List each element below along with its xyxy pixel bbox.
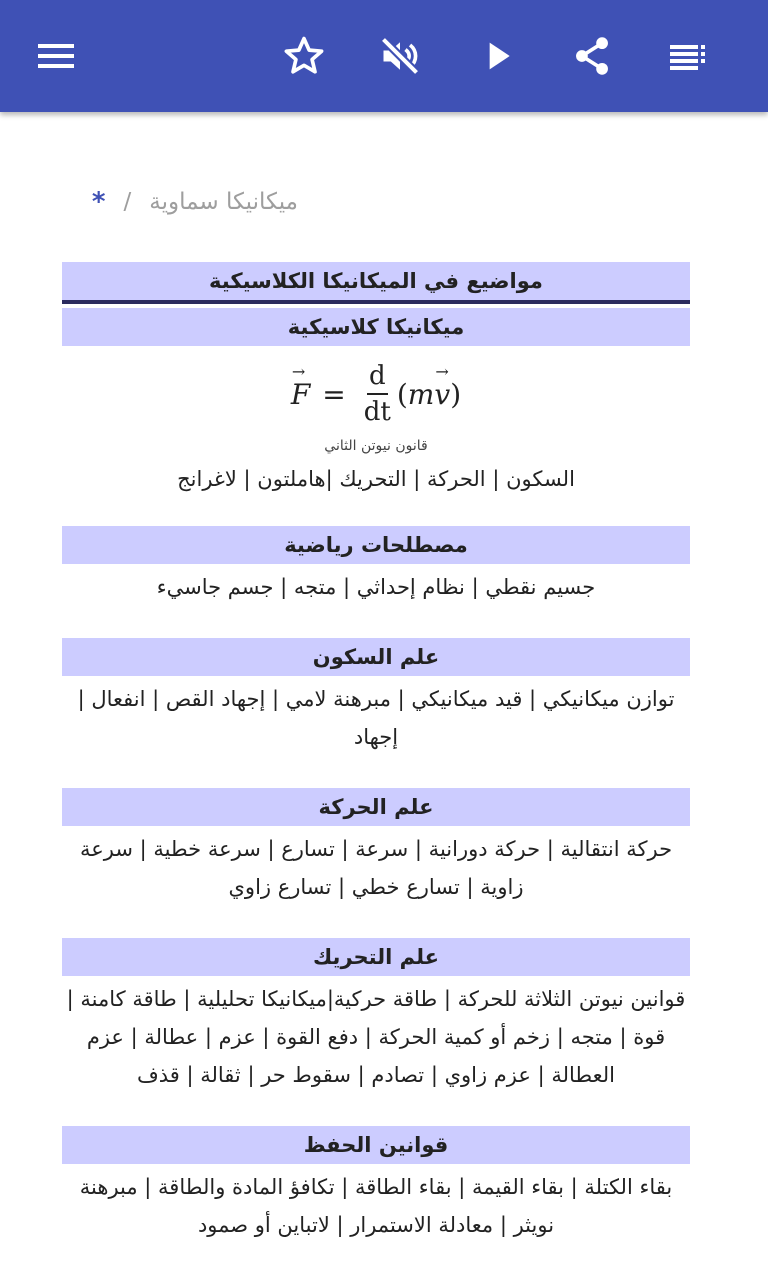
section-heading: ميكانيكا كلاسيكية: [62, 308, 690, 346]
formula-mass: m: [407, 377, 435, 411]
section-links[interactable]: جسيم نقطي | نظام إحداثي | متجه | جسم جاسيء: [156, 575, 596, 599]
breadcrumb-separator: /: [123, 189, 132, 215]
section-heading: علم الحركة: [62, 788, 690, 826]
section-links[interactable]: توازن ميكانيكي | قيد ميكانيكي | مبرهنة لامي | إجهاد القص | انفعال | إجهاد: [77, 687, 675, 749]
play-button[interactable]: [470, 28, 526, 84]
formula-force: → F: [291, 378, 310, 411]
section-statics: [62, 638, 690, 756]
infobox-title: مواضيع في الميكانيكا الكلاسيكية: [62, 262, 690, 304]
contents-button[interactable]: [660, 28, 716, 84]
section-heading: مصطلحات رياضية: [62, 526, 690, 564]
play-icon: [478, 36, 518, 76]
section-math-terms: [62, 526, 690, 606]
formula-equals: =: [322, 377, 346, 411]
formula-denominator: dt: [363, 397, 391, 427]
section-links[interactable]: بقاء الكتلة | بقاء القيمة | بقاء الطاقة | تكافؤ المادة والطاقة | مبرهنة نويثر | معادلة الاستمرار | لاتباين أو صمود: [79, 1175, 673, 1237]
app-toolbar: [0, 0, 768, 112]
formula-derivative: [364, 363, 391, 425]
section-classical-mechanics: [62, 308, 690, 498]
breadcrumb-root-link[interactable]: *: [91, 187, 106, 217]
classical-mechanics-infobox: [62, 262, 690, 1244]
newton-second-law-formula: [62, 358, 690, 430]
section-dynamics: [62, 938, 690, 1094]
breadcrumb-current[interactable]: ميكانيكا سماوية: [149, 189, 298, 215]
formula-velocity: → v: [434, 378, 450, 411]
section-conservation-laws: [62, 1126, 690, 1244]
formula-numerator: d: [367, 363, 388, 395]
section-heading: علم التحريك: [62, 938, 690, 976]
section-links[interactable]: السكون | الحركة | التحريك |هاملتون | لاغرانج: [177, 467, 575, 491]
playlist-icon: [666, 34, 710, 78]
mute-button[interactable]: [372, 28, 428, 84]
volume-off-icon: [378, 34, 422, 78]
star-outline-icon: [282, 34, 326, 78]
section-heading: علم السكون: [62, 638, 690, 676]
section-links[interactable]: حركة انتقالية | حركة دورانية | سرعة | تسارع | سرعة خطية | سرعة زاوية | تسارع خطي | تسارع زاوي: [79, 837, 673, 899]
formula-close-paren: ): [450, 377, 462, 411]
menu-button[interactable]: [28, 28, 84, 84]
favorite-button[interactable]: [276, 28, 332, 84]
section-kinematics: [62, 788, 690, 906]
section-links[interactable]: قوانين نيوتن الثلاثة للحركة | طاقة حركية|ميكانيكا تحليلية | طاقة كامنة | قوة | متجه | زخم أو كمية الحركة | دفع القوة | عزم | عطالة | عزم العطالة | عزم زاوي | تصادم | سقوط حر | ثقالة | قذف: [66, 987, 686, 1087]
share-button[interactable]: [564, 28, 620, 84]
formula-caption: قانون نيوتن الثاني: [324, 438, 428, 454]
breadcrumb: [48, 182, 298, 222]
section-heading: قوانين الحفظ: [62, 1126, 690, 1164]
share-icon: [570, 34, 614, 78]
formula-open-paren: (: [396, 377, 408, 411]
menu-icon: [36, 36, 76, 76]
